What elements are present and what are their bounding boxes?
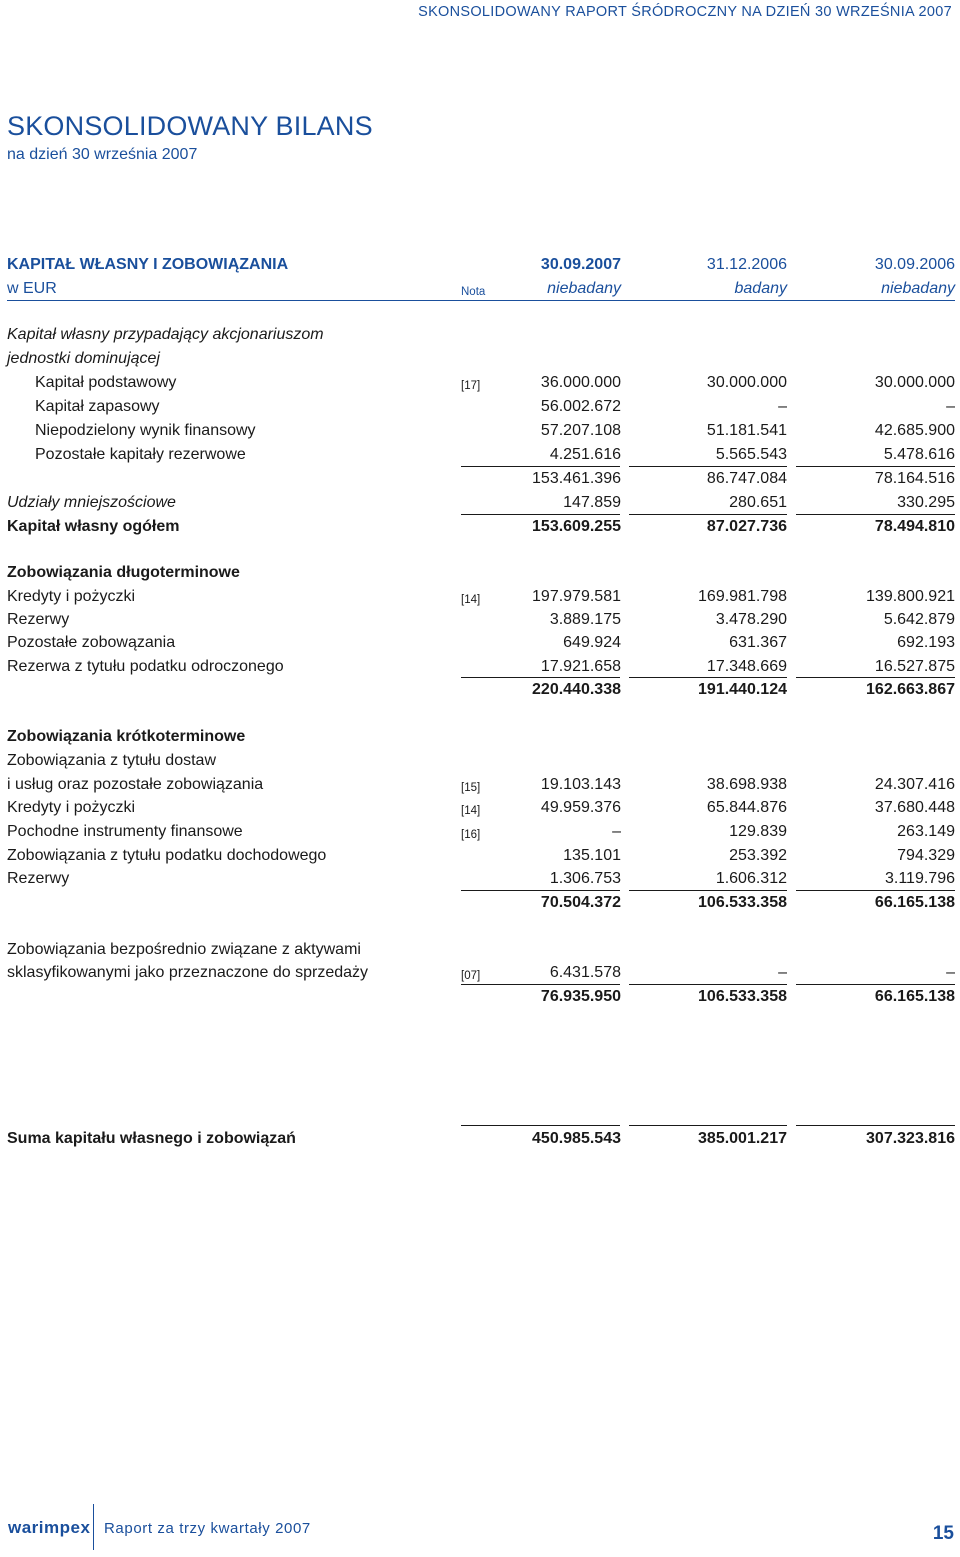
table-row: [7, 868, 955, 892]
row-value-col3: 330.295: [897, 494, 955, 511]
row-value-col2: 65.844.876: [706, 799, 787, 816]
table-row: [7, 797, 955, 821]
row-value-col2: 280.651: [729, 494, 787, 511]
table-row: [7, 396, 955, 420]
row-value-col2: 253.392: [729, 847, 787, 864]
row-label: Pozostałe zobowązania: [7, 634, 176, 651]
row-value-col3: 139.800.921: [866, 588, 955, 605]
table-subheader-row: [7, 278, 955, 302]
subtotal-col3: 78.164.516: [874, 470, 955, 487]
grand-total-col1: 450.985.543: [532, 1130, 621, 1147]
table-row: [7, 492, 955, 516]
total-rule: [629, 984, 787, 985]
row-value-col1: 49.959.376: [540, 799, 621, 816]
row-value-col1: 17.921.658: [540, 658, 621, 675]
table-row: [7, 845, 955, 869]
row-note: [16]: [461, 829, 481, 841]
total-rule: [796, 890, 955, 891]
grand-total-col3: 307.323.816: [866, 1130, 955, 1147]
row-value-col3: 692.193: [897, 634, 955, 651]
row-value-col1: 19.103.143: [540, 776, 621, 793]
row-value-col2: 129.839: [729, 823, 787, 840]
company-logo: warimpex: [8, 1518, 91, 1537]
row-label: Rezerwy: [7, 870, 70, 887]
page-number: 15: [932, 1523, 954, 1544]
table-header-row: [7, 254, 955, 278]
page-subtitle: na dzień 30 września 2007: [7, 146, 198, 163]
equity-heading-text: jednostki dominującej: [7, 350, 160, 367]
header-divider: [7, 300, 955, 301]
row-value-col2: 51.181.541: [706, 422, 787, 439]
row-value-col3: 24.307.416: [874, 776, 955, 793]
row-label: Kapitał zapasowy: [35, 398, 160, 415]
total-rule: [461, 890, 620, 891]
total-col1: 220.440.338: [532, 681, 621, 698]
section-heading-longterm: [7, 562, 955, 586]
row-value-col2: 631.367: [729, 634, 787, 651]
row-value-col1: 649.924: [563, 634, 621, 651]
total-rule: [461, 984, 620, 985]
row-note: [14]: [461, 805, 481, 817]
equity-heading-2: [7, 348, 955, 372]
table-row: [7, 372, 955, 396]
total-rule: [629, 677, 787, 678]
row-value-col2: 30.000.000: [706, 374, 787, 391]
row-value-col2: 38.698.938: [706, 776, 787, 793]
row-value-col3: 3.119.796: [885, 870, 955, 887]
subtotal-rule: [461, 466, 620, 467]
subtotal-rule: [796, 466, 955, 467]
row-value-col3: 5.478.616: [883, 446, 955, 463]
page-title: SKONSOLIDOWANY BILANS: [7, 111, 373, 141]
row-label: Zobowiązania bezpośrednio związane z aktywami: [7, 941, 361, 958]
total-col3: 66.165.138: [874, 894, 955, 911]
col1-date: 30.09.2007: [540, 256, 621, 273]
row-value-col2: –: [778, 964, 787, 981]
row-label: Rezerwa z tytułu podatku odroczonego: [7, 658, 284, 675]
row-label: sklasyfikowanymi jako przeznaczone do sprzedaży: [7, 964, 369, 981]
total-rule: [461, 677, 620, 678]
total-row: [7, 516, 955, 540]
row-value-col1: 147.859: [563, 494, 621, 511]
table-row: [7, 821, 955, 845]
table-row: [7, 774, 955, 798]
row-value-col1: 4.251.616: [549, 446, 621, 463]
row-value-col2: 1.606.312: [715, 870, 787, 887]
total-row: [7, 679, 955, 703]
table-row: [7, 609, 955, 633]
total-rule: [461, 514, 620, 515]
section-heading-text: Zobowiązania długoterminowe: [7, 564, 240, 581]
section-heading-text: Zobowiązania krótkoterminowe: [7, 728, 246, 745]
row-label: Kredyty i pożyczki: [7, 588, 136, 605]
subtotal-col2: 86.747.084: [706, 470, 787, 487]
row-label: Zobowiązania z tytułu podatku dochodowego: [7, 847, 327, 864]
table-row: [7, 962, 955, 986]
total-col2: 87.027.736: [706, 518, 787, 535]
row-note: [14]: [461, 594, 481, 606]
col3-date: 30.09.2006: [874, 256, 955, 273]
grand-total-row: [7, 1128, 955, 1152]
col2-audit: badany: [734, 280, 787, 297]
footer-report-title: Raport za trzy kwartały 2007: [104, 1520, 311, 1537]
row-label: Rezerwy: [7, 611, 70, 628]
row-value-col3: 30.000.000: [874, 374, 955, 391]
row-note: [17]: [461, 380, 481, 392]
row-label: Zobowiązania z tytułu dostaw: [7, 752, 216, 769]
total-rule: [629, 514, 787, 515]
row-label: Suma kapitału własnego i zobowiązań: [7, 1130, 296, 1147]
row-value-col2: –: [778, 398, 787, 415]
table-row: [7, 444, 955, 468]
row-value-col3: 5.642.879: [883, 611, 955, 628]
row-value-col3: 263.149: [897, 823, 955, 840]
table-row: [7, 420, 955, 444]
row-value-col3: –: [946, 964, 955, 981]
row-label: Niepodzielony wynik finansowy: [35, 422, 256, 439]
subtotal-row: [7, 468, 955, 492]
total-col1: 70.504.372: [540, 894, 621, 911]
grand-total-rule: [461, 1125, 620, 1126]
row-value-col2: 5.565.543: [715, 446, 787, 463]
row-label: Kapitał własny ogółem: [7, 518, 180, 535]
row-value-col2: 169.981.798: [698, 588, 787, 605]
total-row: [7, 986, 955, 1010]
row-value-col3: 16.527.875: [874, 658, 955, 675]
col2-date: 31.12.2006: [706, 256, 787, 273]
row-value-col3: –: [946, 398, 955, 415]
table-row-label-line: [7, 750, 955, 774]
total-rule: [796, 677, 955, 678]
total-col1: 153.609.255: [532, 518, 621, 535]
total-rule: [629, 890, 787, 891]
row-label: i usług oraz pozostałe zobowiązania: [7, 776, 264, 793]
running-header: SKONSOLIDOWANY RAPORT ŚRÓDROCZNY NA DZIEŃ 30 WRZEŚNIA 2007: [418, 4, 952, 20]
row-value-col3: 794.329: [897, 847, 955, 864]
row-label: Udziały mniejszościowe: [7, 494, 176, 511]
col3-audit: niebadany: [881, 280, 955, 297]
footer-divider: [93, 1504, 94, 1550]
total-col3: 162.663.867: [866, 681, 955, 698]
row-label: Pochodne instrumenty finansowe: [7, 823, 243, 840]
row-value-col1: 56.002.672: [540, 398, 621, 415]
total-row: [7, 892, 955, 916]
row-value-col1: 57.207.108: [540, 422, 621, 439]
row-note: [15]: [461, 782, 481, 794]
row-value-col1: 3.889.175: [549, 611, 621, 628]
grand-total-rule: [796, 1125, 955, 1126]
row-value-col1: 197.979.581: [532, 588, 621, 605]
section-heading-shortterm: [7, 726, 955, 750]
row-value-col1: –: [612, 823, 621, 840]
note-column-label: Nota: [461, 286, 486, 298]
row-value-col2: 17.348.669: [706, 658, 787, 675]
row-label: Pozostałe kapitały rezerwowe: [35, 446, 246, 463]
subtotal-col1: 153.461.396: [532, 470, 621, 487]
total-col2: 106.533.358: [698, 988, 787, 1005]
row-value-col1: 36.000.000: [540, 374, 621, 391]
table-row: [7, 632, 955, 656]
total-rule: [796, 514, 955, 515]
row-value-col2: 3.478.290: [715, 611, 787, 628]
row-value-col1: 135.101: [563, 847, 621, 864]
grand-total-rule: [629, 1125, 787, 1126]
subtotal-rule: [629, 466, 787, 467]
currency-label: w EUR: [7, 280, 57, 297]
row-label: Kapitał podstawowy: [35, 374, 177, 391]
section-heading: KAPITAŁ WŁASNY I ZOBOWIĄZANIA: [7, 256, 289, 273]
row-value-col1: 6.431.578: [549, 964, 621, 981]
row-label: Kredyty i pożyczki: [7, 799, 136, 816]
total-col2: 106.533.358: [698, 894, 787, 911]
total-col3: 78.494.810: [874, 518, 955, 535]
table-row-label-line: [7, 939, 955, 963]
equity-heading-text: Kapitał własny przypadający akcjonariuszom: [7, 326, 324, 343]
row-value-col3: 42.685.900: [874, 422, 955, 439]
col1-audit: niebadany: [547, 280, 621, 297]
equity-heading-1: [7, 324, 955, 348]
total-col1: 76.935.950: [540, 988, 621, 1005]
row-note: [07]: [461, 970, 481, 982]
table-row: [7, 586, 955, 610]
total-rule: [796, 984, 955, 985]
row-value-col1: 1.306.753: [549, 870, 621, 887]
total-col2: 191.440.124: [698, 681, 787, 698]
row-value-col3: 37.680.448: [874, 799, 955, 816]
total-col3: 66.165.138: [874, 988, 955, 1005]
grand-total-col2: 385.001.217: [698, 1130, 787, 1147]
